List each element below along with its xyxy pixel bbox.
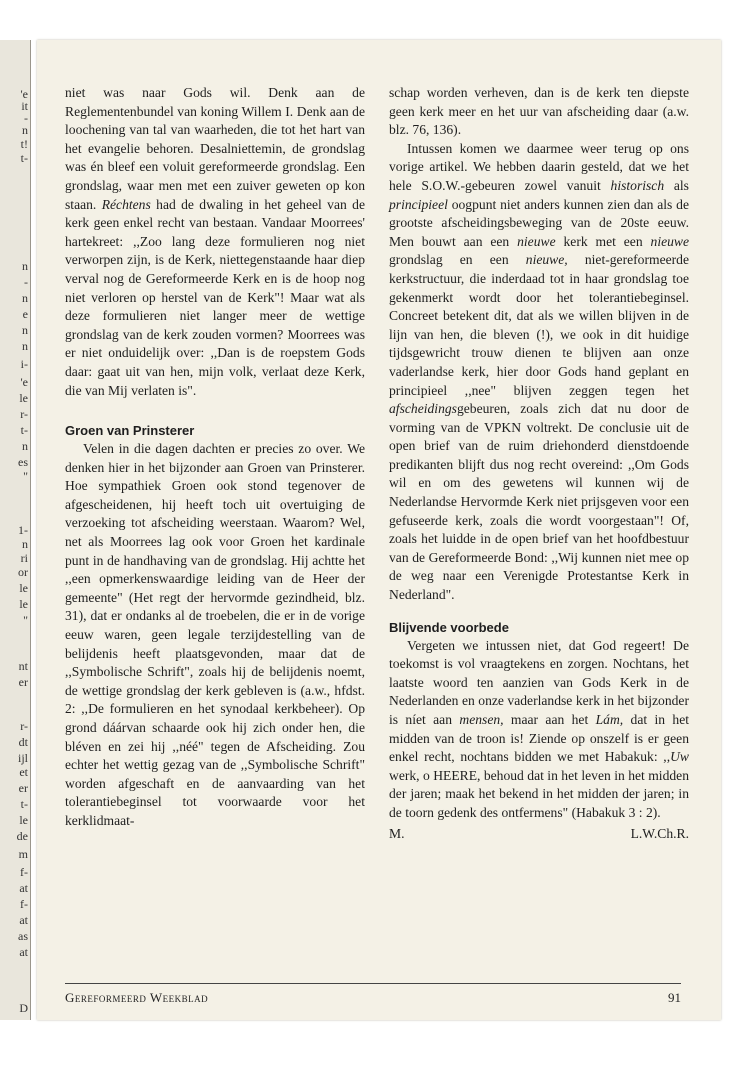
edge-text-fragment: er bbox=[18, 781, 28, 795]
edge-text-fragment: n bbox=[22, 123, 28, 137]
edge-text-fragment: " bbox=[23, 469, 28, 483]
document-page bbox=[37, 40, 721, 1020]
edge-text-fragment: es bbox=[18, 455, 28, 469]
adjacent-page-edge bbox=[0, 40, 31, 1020]
paragraph: niet was naar Gods wil. Denk aan de Reglementenbundel van koning Willem I. Denk aan de loochening van tal van waarheden, die tot het hart van het evangelie behoren. Desalniettemin, de grondslag was én bleef een voluit gereformeerde grondslag. Een grondslag, waar men met een zuiver geweten op kon staan. Réchtens had de dwaling in het geheel van de kerk geen enkel recht van bestaan. Vandaar Moorrees' hartekreet: ,,Zoo lang deze formulieren nog niet verworpen zijn, is de Kerk, niettegenstaande haar diep verval nog de Gereformeerde Kerk en is de hoop nog niet verloren op herstel van de Kerk"! Maar wat als deze formulieren niet langer meer de wettige grondslag van de kerk zouden vormen? Moorrees was er niet onduidelijk over: ,,Dan is de roepstem Gods daar: gaat uit van hen, mijn volk, verlaat deze Kerk, die van Mij verlaten is". bbox=[65, 85, 365, 398]
signature-initial: M. bbox=[389, 825, 405, 841]
edge-text-fragment: le bbox=[19, 813, 28, 827]
edge-text-fragment: it bbox=[21, 99, 28, 113]
section-heading: Blijvende voorbede bbox=[389, 619, 509, 635]
edge-text-fragment: n bbox=[22, 291, 28, 305]
edge-text-fragment: - bbox=[24, 111, 28, 125]
edge-text-fragment: 'e bbox=[20, 87, 28, 101]
edge-text-fragment: ijl bbox=[17, 751, 28, 765]
edge-text-fragment: as bbox=[18, 929, 28, 943]
edge-text-fragment: n bbox=[22, 339, 28, 353]
edge-text-fragment: e bbox=[22, 307, 28, 321]
edge-text-fragment: n bbox=[22, 439, 28, 453]
edge-text-fragment: f- bbox=[20, 865, 28, 879]
edge-text-fragment: r- bbox=[20, 407, 28, 421]
signature-line bbox=[389, 825, 689, 844]
edge-text-fragment: r- bbox=[20, 719, 28, 733]
edge-text-fragment: nt bbox=[18, 659, 28, 673]
edge-text-fragment: dt bbox=[18, 735, 28, 749]
paragraph: schap worden verheven, dan is de kerk ten diepste geen kerk meer en het uur van afscheiding daar (a.w. blz. 76, 136). bbox=[389, 85, 689, 138]
edge-text-fragment: le bbox=[19, 597, 28, 611]
edge-text-fragment: m bbox=[18, 847, 28, 861]
edge-text-fragment: 1- bbox=[18, 523, 28, 537]
edge-text-fragment: at bbox=[19, 945, 28, 959]
paragraph: Vergeten we intussen niet, dat God regeert! De toekomst is vol vraagtekens en zorgen. Nochtans, het laatste woord ten aanzien van Gods Kerk in de Nederlanden en onze vaderlandse kerk in het bijzonder is níet aan mensen, maar aan het Lám, dat in het midden van de troon is! Ziende op onszelf is er geen enkel recht, nochtans bidden we met Habakuk: ,,Uw werk, o HEERE, behoud dat in het leven in het midden der jaren; maak het bekend in het midden der jaren; in de toorn gedenk des ontfermens" (Habakuk 3 : 2). bbox=[389, 637, 690, 820]
edge-text-fragment: et bbox=[19, 765, 28, 779]
edge-text-fragment: n bbox=[22, 537, 28, 551]
publication-title: Gereformeerd Weekblad bbox=[65, 990, 209, 1005]
edge-text-fragment: le bbox=[19, 391, 28, 405]
edge-text-fragment: 'e bbox=[20, 375, 28, 389]
edge-text-fragment: n bbox=[22, 259, 28, 273]
edge-text-fragment: de bbox=[16, 829, 28, 843]
paragraph: Intussen komen we daarmee weer terug op ons vorige artikel. We hebben daarin gesteld, dat we het hele S.O.W.-gebeuren zowel vanuit historisch als principieel oogpunt niet anders kunnen zien dan als de grootste afscheidingsbeweging van de 20ste eeuw. Men bouwt aan een nieuwe kerk met een nieuwe grondslag en een nieuwe, niet-gereformeerde kerkstructuur, die inderdaad tot in haar grondslag toe gekenmerkt wordt door het tolerantiebeginsel. Concreet betekent dit, dat als we willen blijven in de lijn van hen, die bleven (!), we ook in dit huidige tijdsgewricht trouw dienen te blijven aan onze vaderlandse kerk, hier door Gods hand geplant en principieel ,,nee" blijven zeggen tegen het afscheidingsgebeuren, zoals zich dat nu door de vorming van de VPKN voltrekt. De conclusie uit de open brief van de ruim driehonderd dienstdoende predikanten blijft dus nog recht overeind: ,,Om Gods wil en om des gewetens wil kunnen wij de Nederlandse Hervormde Kerk niet prijsgeven voor een gefuseerde kerk, zoals die wordt voorgestaan"! Of, zoals het luidde in de open brief van het hoofdbestuur van de Gereformeerde Bond: ,,Wij kunnen niet mee op de weg naar een Verenigde Protestantse Kerk in Nederland". bbox=[389, 140, 690, 603]
edge-text-fragment: D bbox=[19, 1001, 28, 1015]
edge-text-fragment: - bbox=[24, 275, 28, 289]
edge-text-fragment: " bbox=[23, 613, 28, 627]
edge-text-fragment: t- bbox=[20, 423, 28, 437]
edge-text-fragment: or bbox=[18, 565, 28, 579]
footer-divider bbox=[65, 983, 681, 984]
edge-text-fragment: le bbox=[19, 581, 28, 595]
edge-text-fragment: t- bbox=[20, 797, 28, 811]
paragraph: Velen in die dagen dachten er precies zo over. We denken hier in het bijzonder aan Groen van Prinsterer. Hoe sympathiek Groen ook stond tegenover de afgescheidenen, hij heeft toch uit overtuiging de verzoeking tot afscheiding weerstaan. Waarom? Wel, net als Moorrees lag ook voor Groen het kardinale punt in de handhaving van de grondslag. Hij achtte het ,,een opmerkenswaardige leiding van de Heer der gemeente" (Het regt der hervormde gezindheid, blz. 31), dat er ondanks al de troebelen, die er in de vorige eeuw waren, geen legale terzijdestelling van de belijdenis heeft plaatsgevonden, maar dat de ,,Symbolische Schrift", zoals hij de belijdenis noemt, de wettige grondslag der kerk gebleven is (a.w., hfdst. 2: ,,De formulieren en het synodaal kerkbeheer). Op grond dáárvan schaarde ook hij zich onder hen, die bléven en zei hij ,,néé" tegen de Afscheiding. Zou echter het wettig gezag van de ,,Symbolische Schrift" worden afgeschaft en de aanvaarding van het tolerantiebeginsel tot voorwaarde voor het kerklidmaat- bbox=[65, 441, 365, 828]
page-footer bbox=[65, 990, 681, 1006]
page-number: 91 bbox=[668, 990, 681, 1005]
edge-text-fragment: at bbox=[19, 881, 28, 895]
left-column bbox=[65, 84, 365, 831]
edge-text-fragment: i- bbox=[20, 357, 28, 371]
edge-text-fragment: at bbox=[19, 913, 28, 927]
edge-text-fragment: er bbox=[18, 675, 28, 689]
edge-text-fragment: t- bbox=[20, 151, 28, 165]
edge-text-fragment: n bbox=[22, 323, 28, 337]
section-heading: Groen van Prinsterer bbox=[65, 423, 195, 439]
edge-text-fragment: t! bbox=[20, 137, 28, 151]
right-column bbox=[389, 84, 689, 843]
author-initials: L.W.Ch.R. bbox=[630, 825, 689, 841]
edge-text-fragment: f- bbox=[20, 897, 28, 911]
edge-text-fragment: ri bbox=[20, 551, 28, 565]
